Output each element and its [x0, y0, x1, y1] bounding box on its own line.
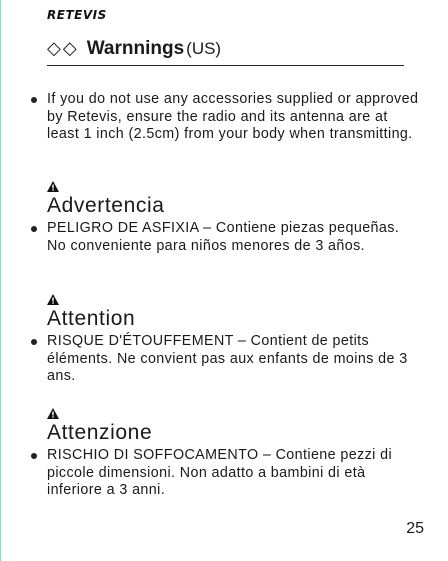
bullet-icon	[31, 97, 37, 103]
warning-triangle-icon	[47, 181, 59, 192]
warning-text-italian: RISCHIO DI SOFFOCAMENTO – Contiene pezzi di piccole dimensioni. Non adatto a bambini di età inferiore a 3 anni.	[47, 447, 419, 500]
warning-text-french: RISQUE D'ÉTOUFFEMENT – Contient de petits éléments. Ne convient pas aux enfants de moins de 3 ans.	[47, 333, 419, 386]
warning-block-french	[47, 294, 419, 386]
warning-block-english	[47, 91, 419, 144]
warning-block-italian	[47, 408, 419, 500]
title-divider	[47, 65, 404, 66]
bullet-icon	[31, 339, 37, 345]
warning-text-spanish: PELIGRO DE ASFIXIA – Contiene piezas pequeñas. No conveniente para niños menores de 3 años.	[47, 220, 419, 255]
page-number: 25	[406, 520, 424, 537]
bullet-icon	[31, 226, 37, 232]
section-title	[47, 38, 221, 60]
heading-attenzione: Attenzione	[47, 421, 153, 444]
warning-text-english: If you do not use any accessories supplied or approved by Retevis, ensure the radio and its antenna are at least 1 inch (2.5cm) from your body when transmitting.	[47, 91, 419, 144]
page-title: Warnnings	[86, 38, 185, 59]
region-label: (US)	[186, 39, 222, 58]
heading-attention: Attention	[47, 307, 136, 330]
bullet-icon	[31, 453, 37, 459]
warning-block-spanish	[47, 181, 419, 255]
warning-triangle-icon	[47, 294, 59, 305]
diamond-icon: ◇◇	[47, 38, 79, 58]
warning-triangle-icon	[47, 408, 59, 419]
retevis-logo: RETEVIS	[47, 8, 107, 22]
heading-advertencia: Advertencia	[47, 194, 165, 217]
